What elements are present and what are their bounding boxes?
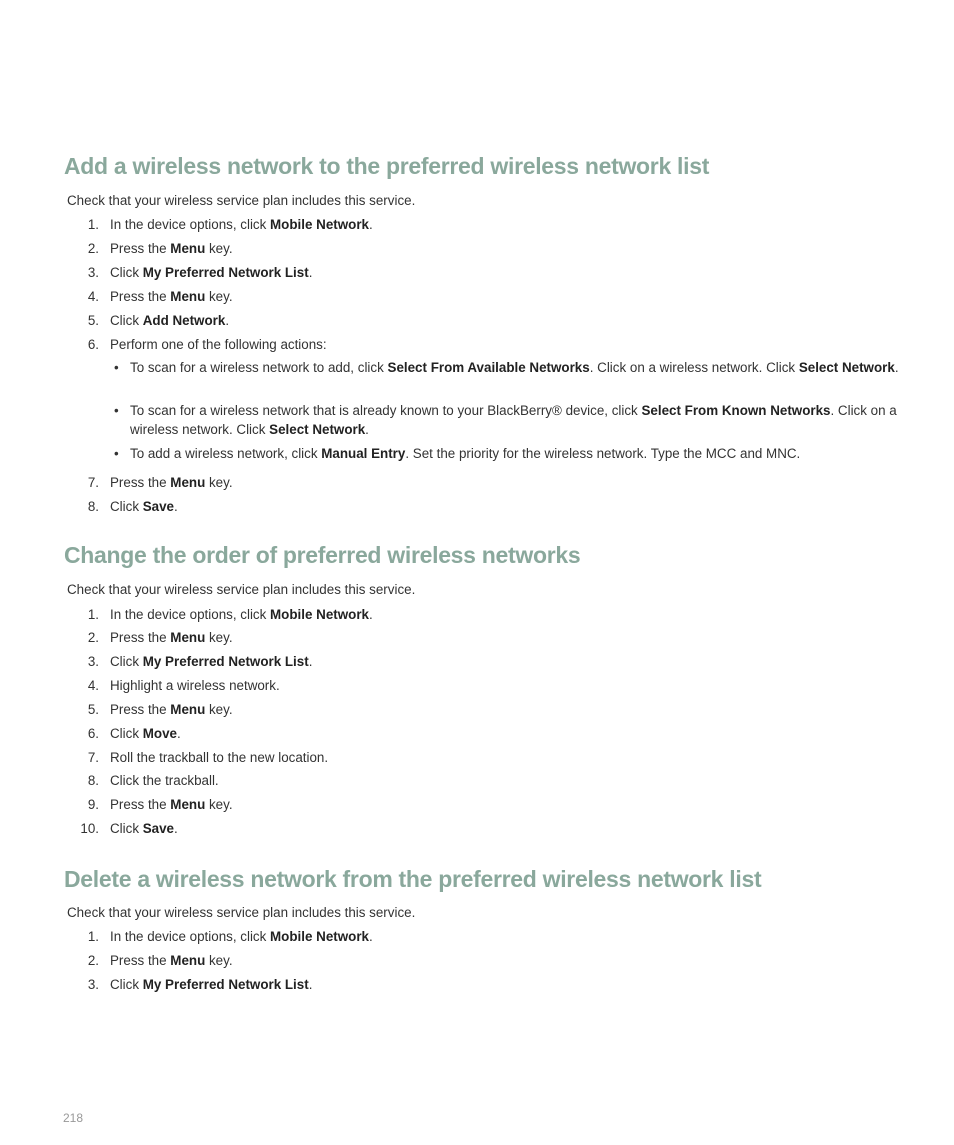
bullet-dot-icon: •	[114, 403, 119, 418]
step-text: Press the Menu key.	[110, 289, 233, 304]
bullet-dot-icon: •	[114, 360, 119, 375]
step-text: Click Add Network.	[110, 313, 230, 328]
bullet-text: To scan for a wireless network that is already known to your BlackBerry® device, click Select From Known Networks. Click on a wireless network. Click Select Network.	[130, 403, 897, 437]
bullet-text: To add a wireless network, click Manual Entry. Set the priority for the wireless network. Type the MCC and MNC.	[130, 446, 801, 461]
step-text: Click Save.	[110, 499, 178, 514]
step-text: Press the Menu key.	[110, 475, 233, 490]
step-number: 5.	[87, 313, 99, 328]
step-text: Press the Menu key.	[110, 953, 233, 968]
bullet-dot-icon: •	[114, 446, 119, 461]
step-number: 3.	[87, 977, 99, 992]
step-text: Highlight a wireless network.	[110, 678, 280, 693]
step-text: Press the Menu key.	[110, 630, 233, 645]
step-text: Click My Preferred Network List.	[110, 265, 313, 280]
step-number: 1.	[87, 929, 99, 944]
step-text: Click Move.	[110, 726, 181, 741]
step-number: 1.	[87, 607, 99, 622]
step-number: 3.	[87, 654, 99, 669]
step-number: 2.	[87, 953, 99, 968]
step-number: 6.	[87, 337, 99, 352]
step-number: 2.	[87, 630, 99, 645]
intro-text: Check that your wireless service plan includes this service.	[67, 905, 416, 920]
intro-text: Check that your wireless service plan includes this service.	[67, 582, 416, 597]
step-text: Roll the trackball to the new location.	[110, 750, 329, 765]
step-number: 4.	[87, 678, 99, 693]
step-text: In the device options, click Mobile Network.	[110, 217, 373, 232]
step-number: 4.	[87, 289, 99, 304]
section-heading: Add a wireless network to the preferred wireless network list	[64, 153, 710, 179]
step-number: 7.	[87, 750, 99, 765]
step-number: 9.	[87, 797, 99, 812]
step-text: In the device options, click Mobile Network.	[110, 929, 373, 944]
step-text: Press the Menu key.	[110, 702, 233, 717]
step-number: 10.	[80, 821, 99, 836]
step-text: Press the Menu key.	[110, 797, 233, 812]
section-heading: Change the order of preferred wireless networks	[64, 542, 581, 568]
step-text: Click My Preferred Network List.	[110, 654, 313, 669]
step-number: 7.	[87, 475, 99, 490]
step-text: Perform one of the following actions:	[110, 337, 327, 352]
section-heading: Delete a wireless network from the preferred wireless network list	[64, 866, 762, 892]
intro-text: Check that your wireless service plan includes this service.	[67, 193, 416, 208]
bullet-text: To scan for a wireless network to add, click Select From Available Networks. Click on a wireless network. Click Select Network.	[130, 360, 899, 375]
step-text: Click Save.	[110, 821, 178, 836]
step-number: 3.	[87, 265, 99, 280]
step-text: Press the Menu key.	[110, 241, 233, 256]
step-number: 5.	[87, 702, 99, 717]
step-number: 8.	[87, 499, 99, 514]
step-text: Click the trackball.	[110, 773, 219, 788]
step-number: 6.	[87, 726, 99, 741]
page-number: 218	[63, 1111, 84, 1125]
step-text: In the device options, click Mobile Network.	[110, 607, 373, 622]
step-number: 8.	[87, 773, 99, 788]
step-number: 2.	[87, 241, 99, 256]
step-text: Click My Preferred Network List.	[110, 977, 313, 992]
step-number: 1.	[87, 217, 99, 232]
